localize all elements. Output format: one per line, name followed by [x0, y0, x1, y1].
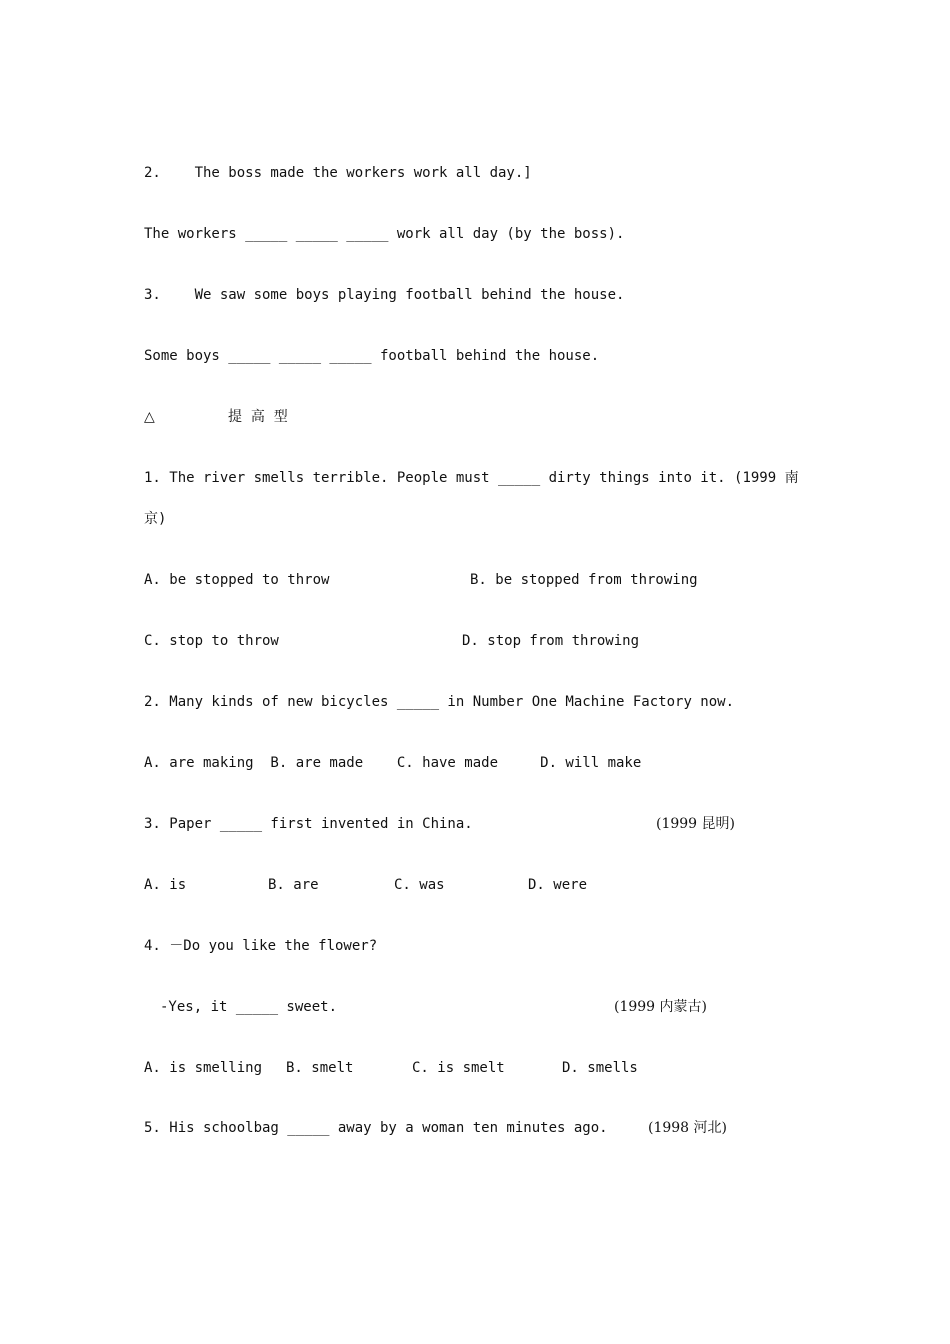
q3-options: [144, 875, 588, 895]
q4-text: 4. －Do you like the flower?: [144, 938, 378, 954]
q3-option-b: B. are: [268, 877, 319, 893]
q4-option-d: D. smells: [562, 1060, 638, 1076]
basic-q3-rewrite: Some boys _____ _____ _____ football behind the house.: [144, 348, 600, 364]
q1-option-c: C. stop to throw: [144, 633, 279, 649]
q1-option-b: B. be stopped from throwing: [470, 572, 698, 588]
q1-options-row1: [144, 570, 698, 590]
q1-text-continued: 京): [144, 511, 167, 527]
q2-options: A. are making B. are made C. have made D. will make: [144, 755, 642, 771]
q4-option-a: A. is smelling: [144, 1060, 263, 1076]
q1-option-d: D. stop from throwing: [462, 633, 640, 649]
q4-option-c: C. is smelt: [412, 1060, 505, 1076]
q2-text: 2. Many kinds of new bicycles _____ in Number One Machine Factory now.: [144, 694, 735, 710]
q4-reply-line: [144, 997, 708, 1017]
q3-option-d: D. were: [528, 877, 588, 893]
q3-option-a: A. is: [144, 877, 187, 893]
advanced-heading: [144, 407, 288, 427]
q4-option-b: B. smelt: [286, 1060, 354, 1076]
basic-q3-sentence: 3. We saw some boys playing football behind the house.: [144, 287, 625, 303]
q5-text: 5. His schoolbag _____ away by a woman ten minutes ago.: [144, 1120, 608, 1136]
q1-text: 1. The river smells terrible. People must _____ dirty things into it. (1999 南: [144, 470, 799, 486]
q1-option-a: A. be stopped to throw: [144, 572, 330, 588]
q5-line: [144, 1118, 728, 1138]
q3-line: [144, 814, 736, 834]
triangle-icon: △: [144, 409, 155, 425]
q5-source: (1998 河北): [648, 1120, 728, 1136]
q1-options-row2: [144, 631, 640, 651]
section-title: 提 高 型: [228, 409, 288, 425]
basic-q2-sentence: 2. The boss made the workers work all day.]: [144, 165, 532, 181]
q4-reply: -Yes, it _____ sweet.: [160, 999, 338, 1015]
q3-text: 3. Paper _____ first invented in China.: [144, 816, 473, 832]
q4-options: [144, 1058, 638, 1078]
q3-source: (1999 昆明): [656, 816, 736, 832]
q3-option-c: C. was: [394, 877, 445, 893]
q4-source: (1999 内蒙古): [614, 999, 708, 1015]
basic-q2-rewrite: The workers _____ _____ _____ work all day (by the boss).: [144, 226, 625, 242]
